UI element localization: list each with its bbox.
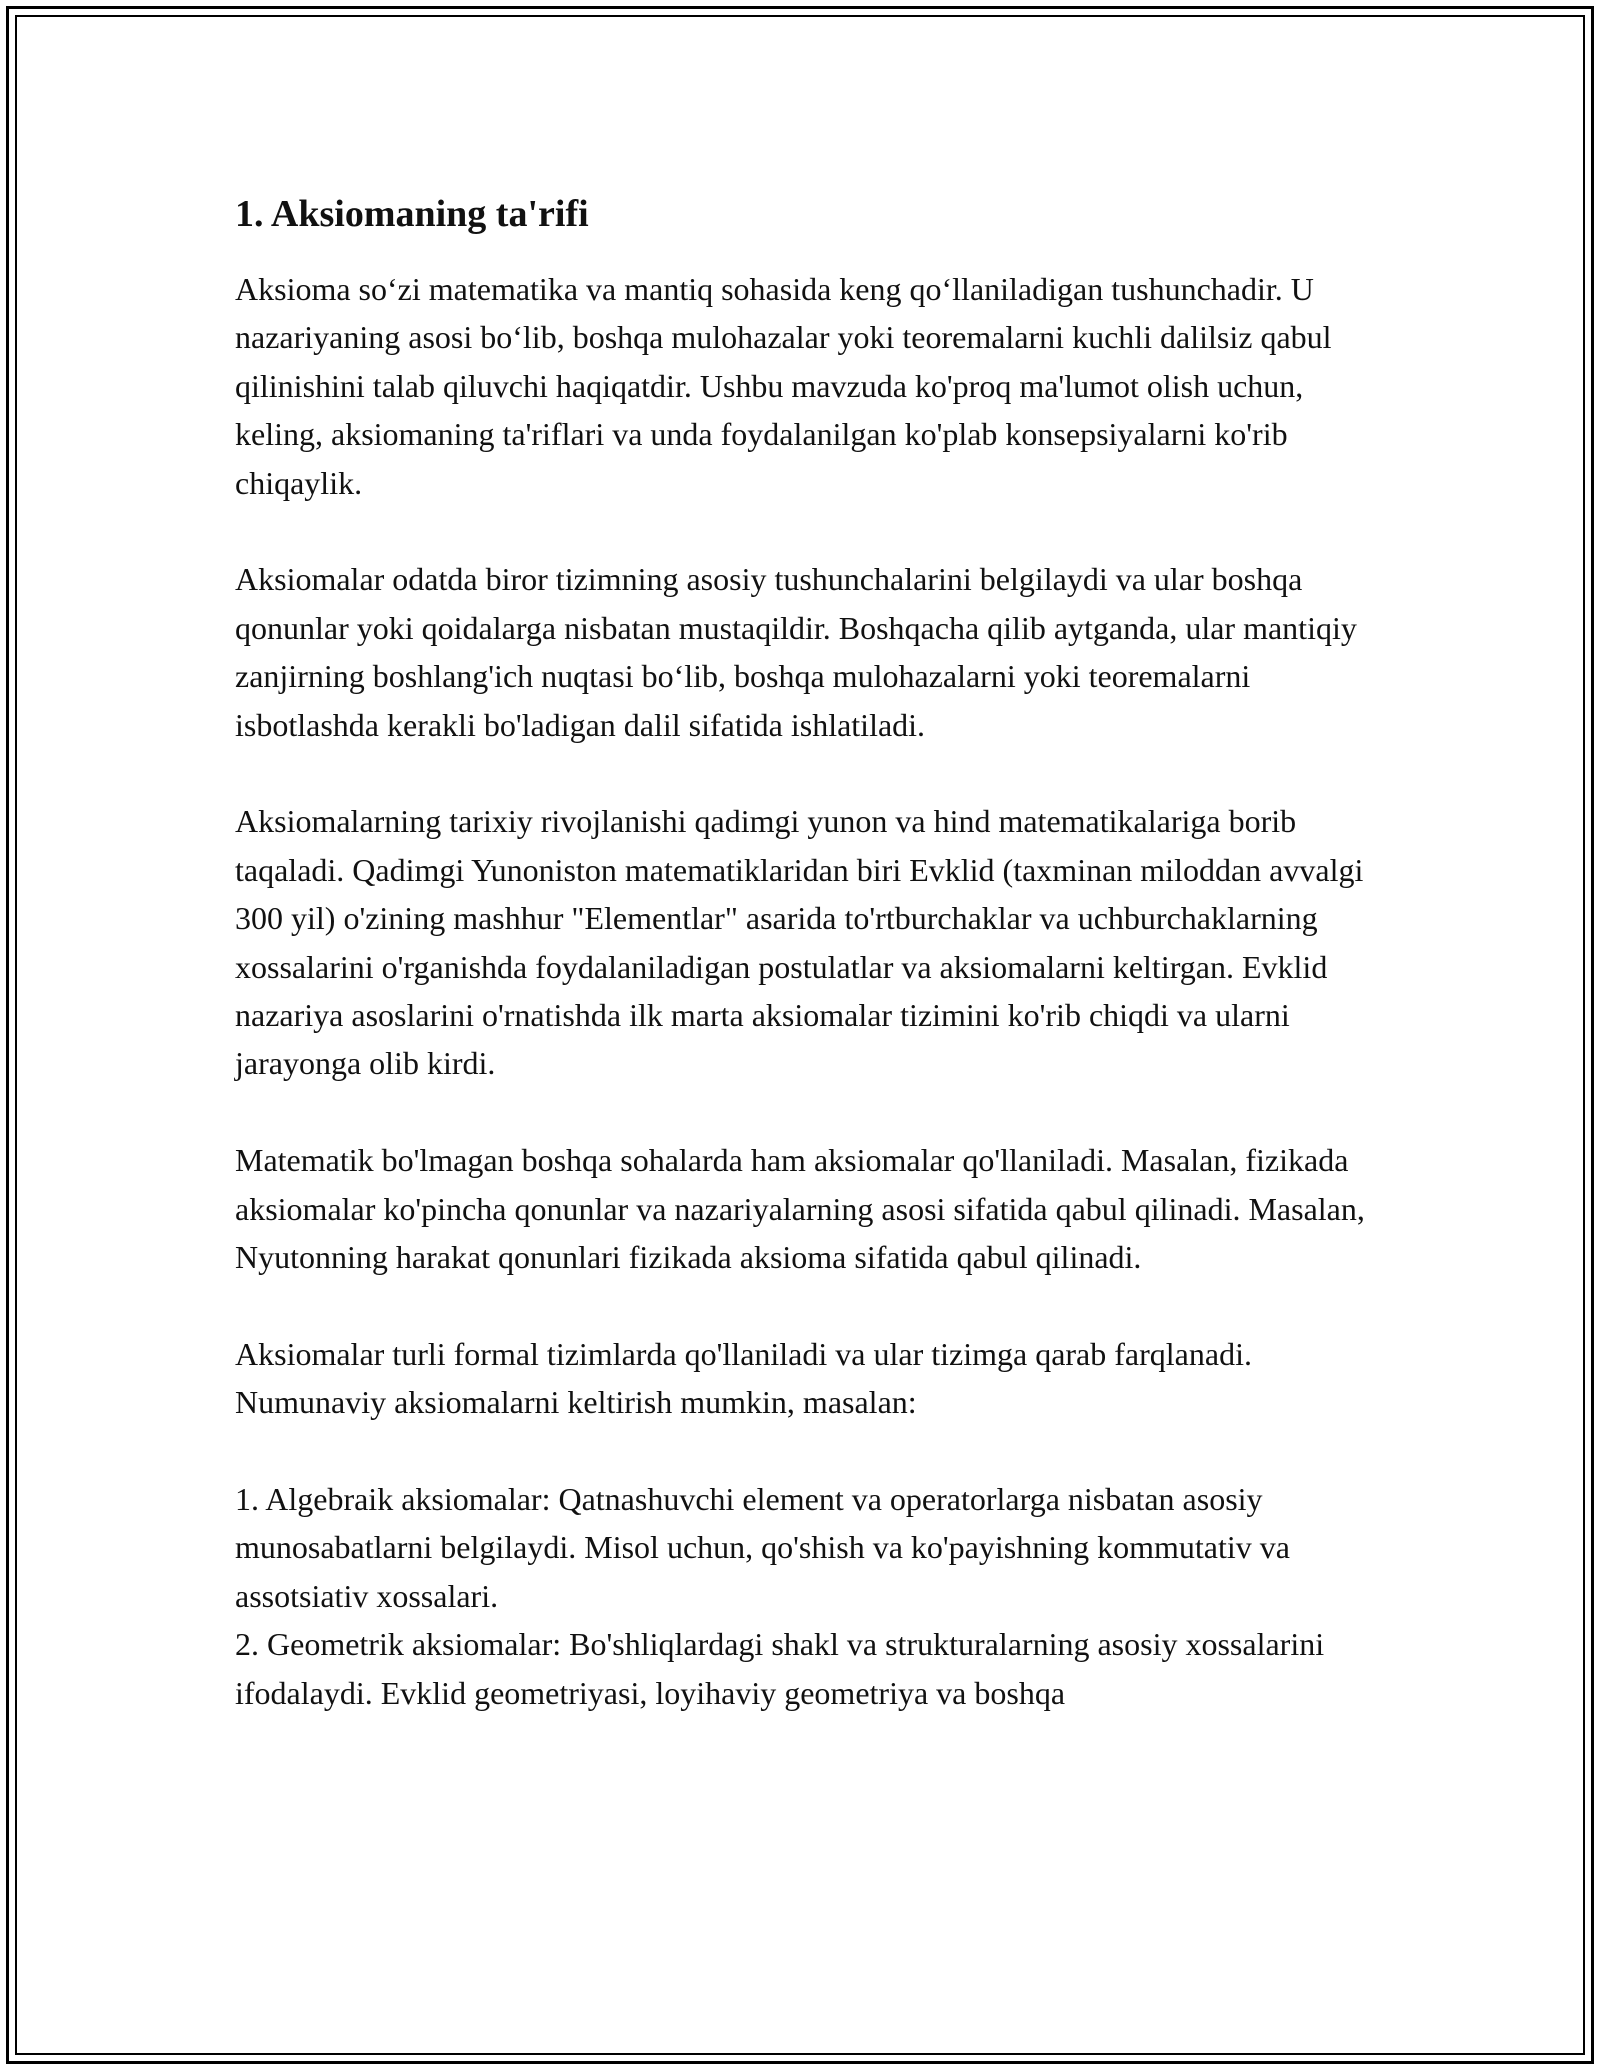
paragraph-definition: Aksioma so‘zi matematika va mantiq sohasida keng qo‘llaniladigan tushunchadir. U nazariyaning asosi bo‘lib, boshqa mulohazalar yoki teoremalarni kuchli dalilsiz qabul qilinishini talab qiluvchi haqiqatdir. Ushbu mavzuda ko'proq ma'lumot olish uchun, keling, aksiomaning ta'riflari va unda foydalanilgan ko'plab konsepsiyalarni ko'rib chiqaylik. — [235, 271, 1332, 501]
list-item-algebraic: 1. Algebraik aksiomalar: Qatnashuvchi element va operatorlarga nisbatan asosiy munosabatlarni belgilaydi. Misol uchun, qo'shish va ko'payishning kommutativ va assotsiativ xossalari. — [235, 1481, 1290, 1614]
paragraph-formal-systems: Aksiomalar turli formal tizimlarda qo'llaniladi va ular tizimga qarab farqlanadi. Numunaviy aksiomalarni keltirish mumkin, masalan: — [235, 1335, 1252, 1421]
section-heading: 1. Aksiomaning ta'rifi — [235, 193, 589, 235]
document-body — [235, 186, 1385, 1717]
paragraph-other-fields: Matematik bo'lmagan boshqa sohalarda ham aksiomalar qo'llaniladi. Masalan, fizikada aksiomalar ko'pincha qonunlar va nazariyalarning asosi sifatida qabul qilinadi. Masalan, Nyutonning harakat qonunlari fizikada aksioma sifatida qabul qilinadi. — [235, 1142, 1365, 1276]
paragraph-history: Aksiomalarning tarixiy rivojlanishi qadimgi yunon va hind matematikalariga borib taqaladi. Qadimgi Yunoniston matematiklaridan biri Evklid (taxminan miloddan avvalgi 300 yil) o'zining mashhur "Elementlar" asarida to'rtburchaklar va uchburchaklarning xossalarini o'rganishda foydalaniladigan postulatlar va aksiomalarni keltirgan. Evklid nazariya asoslarini o'rnatishda ilk marta aksiomalar tizimini ko'rib chiqdi va ularni jarayonga olib kirdi. — [235, 803, 1364, 1082]
axiom-types-list — [235, 1475, 1385, 1717]
list-item-geometric: 2. Geometrik aksiomalar: Bo'shliqlardagi shakl va strukturalarning asosiy xossalarini ifodalaydi. Evklid geometriyasi, loyihaviy geometriya va boshqa — [235, 1626, 1325, 1711]
paragraph-foundations: Aksiomalar odatda biror tizimning asosiy tushunchalarini belgilaydi va ular boshqa qonunlar yoki qoidalarga nisbatan mustaqildir. Boshqacha qilib aytganda, ular mantiqiy zanjirning boshlang'ich nuqtasi bo‘lib, boshqa mulohazalarni yoki teoremalarni isbotlashda kerakli bo'ladigan dalil sifatida ishlatiladi. — [235, 561, 1357, 743]
